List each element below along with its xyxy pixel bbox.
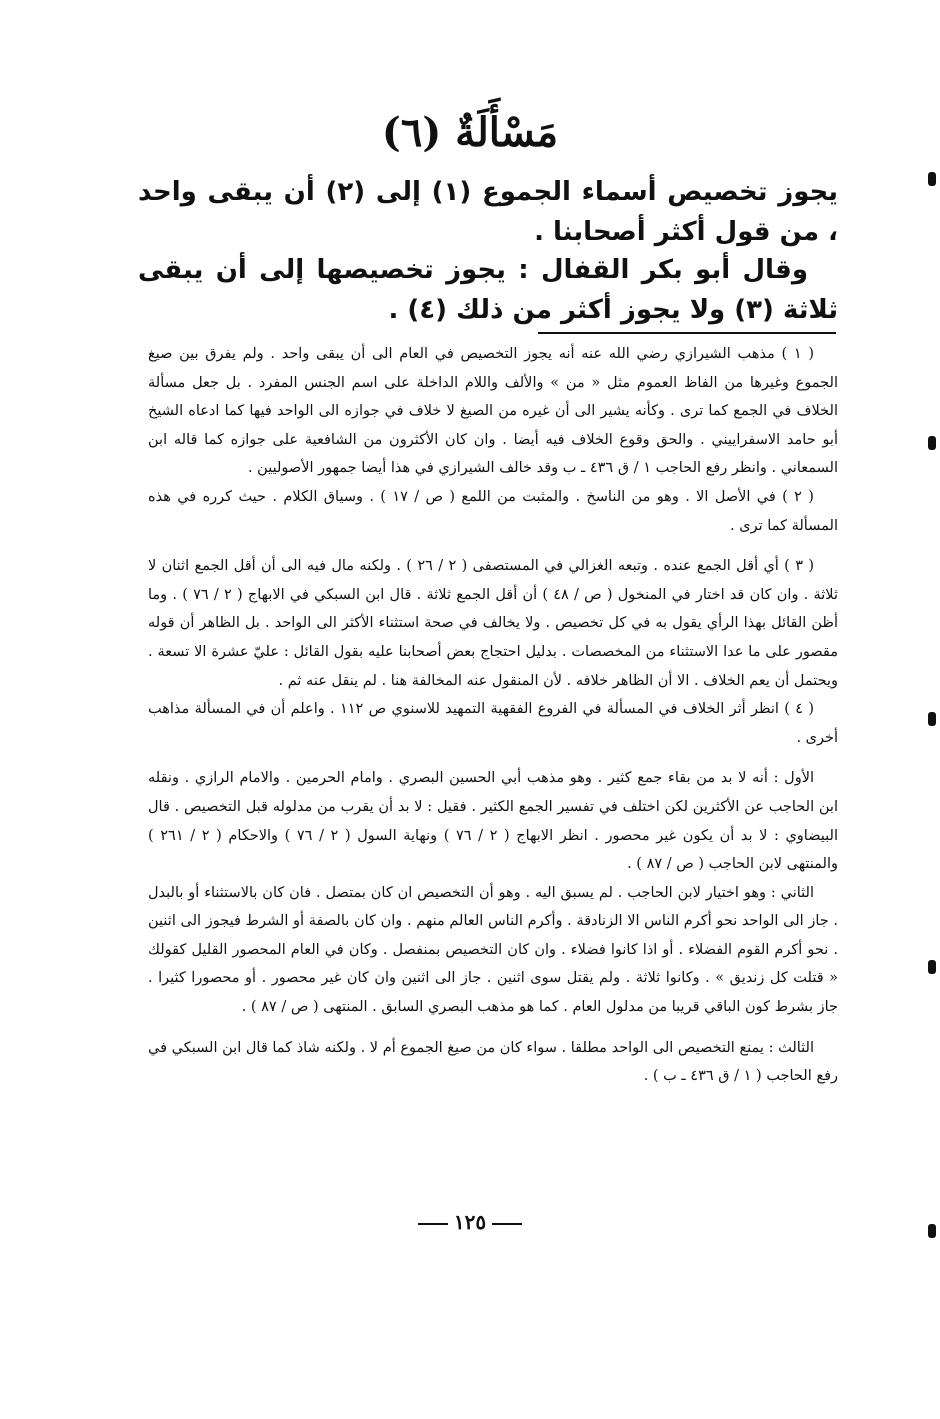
margin-mark [928, 960, 936, 974]
dash-left [492, 1223, 522, 1225]
footnotes [148, 340, 838, 1091]
footnote-4-second-view: الثاني : وهو اختيار لابن الحاجب . لم يسبق اليه . وهو أن التخصيص ان كان بمتصل . فان كان بالاستثناء أو بالبدل . جاز الى الواحد نحو أكرم الناس الا الزنادقة . وأكرم الناس العالم منهم . وان كان بالصفة أو الشرط فيجوز الى اثنين . نحو أكرم القوم الفضلاء . أو اذا كانوا فضلاء . وان كان التخصيص بمنفصل . وكان في العام المحصور القليل كقولك « قتلت كل زنديق » . وكانوا ثلاثة . ولم يقتل سوى اثنين . جاز الى اثنين وان كان غير محصور . أو محصورا كثيرا . جاز بشرط كون الباقي قريبا من مدلول العام . كما هو مذهب البصري السابق . المنتهى ( ص / ٨٧ ) . [148, 884, 838, 1016]
dash-right [418, 1223, 448, 1225]
main-paragraph-2: وقال أبو بكر القفال : يجوز تخصيصها إلى أن يبقى ثلاثة (٣) ولا يجوز أكثر من ذلك (٤) . [138, 255, 838, 325]
footnote-3: ( ٣ ) أي أقل الجمع عنده . وتبعه الغزالي في المستصفى ( ٢ / ٢٦ ) . ولكنه مال فيه الى أن أقل الجمع اثنان لا ثلاثة . وان كان قد اختار في المنخول ( ص / ٤٨ ) أن أقل الجمع ثلاثة . قال ابن السبكي في الابهاج ( ٢ / ٧٦ ) . وما أظن القائل بهذا الرأي يقول به في كل تخصيص . ولا يخالف في صحة استثناء الأكثر الى الواحد . بل الظاهر أن قوله مقصور على ما عدا الاستثناء من المخصصات . بدليل احتجاج بعض أصحابنا عليه بقول القائل : عليّ عشرة الا تسعة . ويحتمل أن يعم الخلاف . الا أن الظاهر خلافه . لأن المنقول عنه المخالفة هنا . لم ينقل عنه ثم . [148, 558, 838, 689]
footnote-separator [538, 332, 836, 334]
margin-mark [928, 1224, 936, 1238]
footnote-4-first-view: الأول : أنه لا بد من بقاء جمع كثير . وهو مذهب أبي الحسين البصري . وامام الحرمين . والامام الرازي . ونقله ابن الحاجب عن الأكثرين لكن اختلف في تفسير الجمع الكثير . فقيل : لا بد أن يقرب من مدلوله قبل التخصيص . قال البيضاوي : لا بد أن يكون غير محصور . انظر الابهاج ( ٢ / ٧٦ ) ونهاية السول ( ٢ / ٧٦ ) والاحكام ( ٢ / ٢٦١ ) والمنتهى لابن الحاجب ( ص / ٨٧ ) . [148, 770, 838, 873]
page-number [0, 1210, 940, 1234]
page-number-text: ١٢٥ [453, 1210, 487, 1234]
margin-mark [928, 436, 936, 450]
main-paragraph-1: يجوز تخصيص أسماء الجموع (١) إلى (٢) أن يبقى واحد ، من قول أكثر أصحابنا . [138, 177, 838, 247]
footnote-4: ( ٤ ) انظر أثر الخلاف في المسألة في الفروع الفقهية التمهيد للاسنوي ص ١١٢ . واعلم أن في المسألة مذاهب أخرى . [148, 701, 838, 746]
footnote-4-third-view: الثالث : يمنع التخصيص الى الواحد مطلقا . سواء كان من صيغ الجموع أم لا . ولكنه شاذ كما قال ابن السبكي في رفع الحاجب ( ١ / ق ٤٣٦ ـ ب ) . [148, 1039, 838, 1085]
footnote-2: ( ٢ ) في الأصل الا . وهو من الناسخ . والمثبت من اللمع ( ص / ١٧ ) . وسياق الكلام . حيث كرره في هذه المسألة كما ترى . [148, 488, 838, 534]
margin-mark [928, 172, 936, 186]
margin-mark [928, 712, 936, 726]
footnote-1: ( ١ ) مذهب الشيرازي رضي الله عنه أنه يجوز التخصيص في العام الى أن يبقى واحد . ولم يفرق بين صيغ الجموع وغيرها من الفاظ العموم مثل « من » والألف واللام الداخلة على اسم الجنس المفرد . بل جعل مسألة الخلاف في الجمع كما ترى . وكأنه يشير الى أن غيره من الصيغ لا خلاف في جوازه الى الواحد فيها كما ادعاه الشيخ أبو حامد الاسفراييني . والحق وقوع الخلاف فيه أيضا . وان كان الأكثرون من الشافعية على جوازه كما قاله ابن السمعاني . وانظر رفع الحاجب ١ / ق ٤٣٦ ـ ب وقد خالف الشيرازي في هذا أيضا جمهور الأصوليين . [148, 346, 838, 477]
section-heading: مَسْأَلَةٌ (٦) [381, 109, 559, 156]
